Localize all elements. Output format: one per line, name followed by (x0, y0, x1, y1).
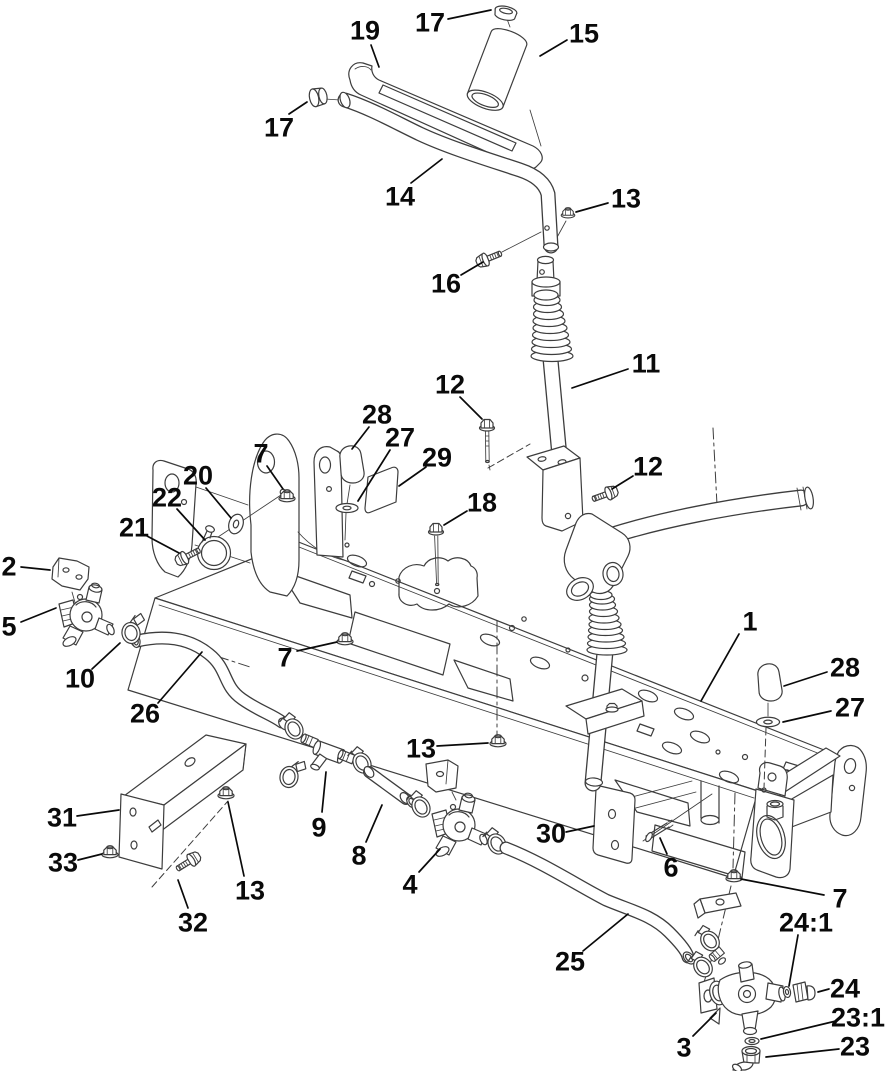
bolt-18 (429, 524, 444, 586)
washer-23-1 (745, 1038, 759, 1045)
callout-label-12: 12 (434, 369, 466, 400)
leader-line-23 (766, 1049, 839, 1057)
nut-13-left (218, 787, 234, 799)
callout-label-17: 17 (414, 7, 446, 38)
callout-label-31: 31 (46, 802, 78, 833)
callout-label-11: 11 (631, 348, 661, 379)
callout-label-33: 33 (47, 847, 79, 878)
callout-label-5: 5 (1, 611, 17, 642)
callout-label-28: 28 (361, 399, 393, 430)
callouts-layer (1, 8, 885, 1063)
bolt-16 (474, 247, 504, 269)
callout-label-13: 13 (234, 875, 266, 906)
callout-label-24:1: 24:1 (778, 907, 834, 938)
cap-28-right (758, 664, 782, 716)
leader-line-14 (411, 159, 442, 183)
cap-17-left (308, 86, 329, 107)
callout-label-3: 3 (676, 1032, 692, 1063)
callout-label-7: 7 (832, 883, 848, 914)
callout-label-14: 14 (384, 181, 416, 212)
callout-label-23: 23 (839, 1031, 871, 1062)
callout-label-13: 13 (405, 733, 437, 764)
callout-label-20: 20 (182, 460, 214, 491)
leader-line-23:1 (761, 1021, 836, 1039)
callout-label-24: 24 (829, 973, 861, 1004)
leader-line-32 (178, 880, 188, 908)
leader-line-12 (612, 476, 633, 489)
leader-line-11 (572, 369, 628, 388)
leader-line-13 (576, 203, 608, 212)
bolt-32 (173, 849, 203, 875)
leader-line-24 (818, 989, 829, 992)
callout-label-15: 15 (568, 18, 600, 49)
lever-bellows (587, 591, 627, 656)
callout-label-2: 2 (1, 551, 17, 582)
loop-clamp-22 (198, 525, 231, 570)
leader-line-28 (784, 672, 827, 686)
callout-label-29: 29 (421, 442, 453, 473)
callout-label-16: 16 (430, 268, 462, 299)
fitting-24 (793, 982, 815, 1002)
nut-13-top (561, 208, 575, 218)
callout-label-9: 9 (311, 812, 327, 843)
pad-29 (365, 467, 398, 513)
fitting-23 (731, 1047, 760, 1071)
leader-line-31 (77, 810, 119, 816)
callout-label-27: 27 (834, 692, 866, 723)
callout-label-12: 12 (632, 451, 664, 482)
hose-clamp-c (279, 758, 307, 789)
frame-right-end-bracket (751, 745, 867, 877)
washer-pin (345, 513, 346, 540)
leader-line-4 (419, 849, 440, 872)
shaft-bracket (527, 446, 583, 531)
leader-line-27 (783, 711, 831, 722)
bolt-12-upper (480, 420, 495, 471)
cap-17-top (493, 4, 517, 22)
grip-15 (465, 25, 530, 115)
leader-line-28 (352, 427, 369, 449)
callout-label-25: 25 (554, 946, 586, 977)
control-shaft-11 (527, 256, 583, 531)
leader-line-13 (228, 802, 244, 876)
leader-line-18 (444, 511, 467, 525)
callout-label-7: 7 (277, 642, 293, 673)
callout-label-30: 30 (535, 818, 567, 849)
leader-line-3 (693, 1013, 716, 1036)
valve-5 (59, 583, 116, 649)
hex-fitting (767, 801, 783, 821)
callout-label-26: 26 (129, 698, 161, 729)
leader-line-15 (540, 40, 567, 56)
leader-line-17 (448, 10, 491, 19)
handle-assembly (308, 4, 575, 269)
leader-line-9 (322, 772, 326, 812)
callout-label-10: 10 (64, 663, 96, 694)
callout-label-17: 17 (263, 112, 295, 143)
leader-line-19 (371, 45, 379, 67)
lever-arm (610, 486, 815, 536)
callout-label-21: 21 (118, 512, 150, 543)
washer-27-right (756, 717, 779, 726)
callout-label-23:1: 23:1 (830, 1002, 885, 1033)
leader-line-1 (701, 634, 739, 701)
callout-label-7: 7 (253, 438, 269, 469)
cap-28-left (340, 446, 364, 504)
leader-line-10 (92, 643, 120, 669)
callout-label-22: 22 (151, 482, 183, 513)
callout-label-32: 32 (177, 907, 209, 938)
leader-line-2 (21, 567, 50, 570)
callout-label-1: 1 (742, 606, 758, 637)
leader-line-5 (21, 608, 56, 622)
bracket-4 (426, 760, 458, 792)
callout-label-19: 19 (349, 15, 381, 46)
leader-line-24:1 (789, 935, 798, 986)
leader-line-33 (78, 854, 102, 860)
callout-label-6: 6 (663, 852, 679, 883)
leader-line-12 (460, 397, 482, 419)
leader-line-8 (366, 805, 382, 842)
frame-pin-hole (345, 543, 349, 547)
leader-line-20 (206, 488, 231, 518)
lever-lower-bracket (694, 893, 741, 918)
bracket-2 (52, 558, 89, 590)
callout-label-27: 27 (384, 422, 416, 453)
bracket-30 (593, 786, 635, 864)
callout-label-18: 18 (466, 487, 498, 518)
callout-label-4: 4 (402, 869, 418, 900)
callout-label-13: 13 (610, 183, 642, 214)
washer-27-left (336, 504, 358, 513)
callout-label-8: 8 (351, 840, 367, 871)
leader-line-16 (461, 262, 483, 275)
leader-line-7 (741, 879, 824, 895)
shaft-bellows (531, 290, 573, 362)
nut-33 (102, 846, 118, 858)
callout-label-28: 28 (829, 652, 861, 683)
leader-line-25 (583, 914, 628, 951)
